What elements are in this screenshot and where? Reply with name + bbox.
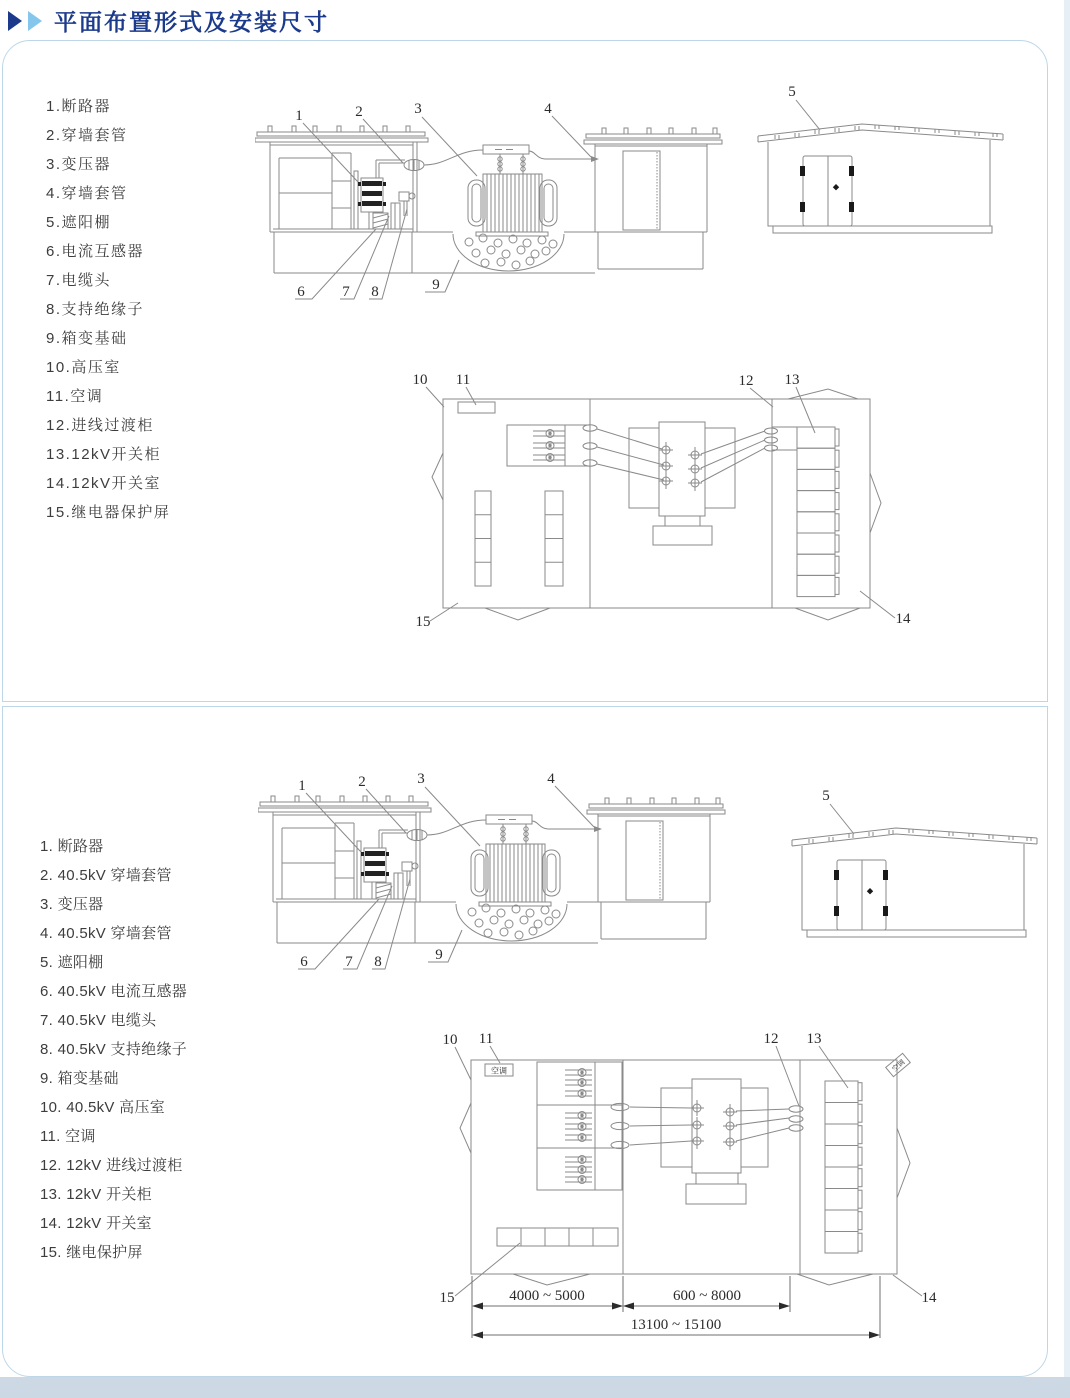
callout-label: 12 [738, 373, 754, 389]
legend-item: 11.空调 [46, 388, 104, 405]
dimension-label: 4000 ~ 5000 [509, 1288, 585, 1304]
legend-item: 4.穿墙套管 [46, 185, 128, 202]
legend-item: 14. 12kV 开关室 [40, 1215, 152, 1232]
door-marks [460, 1103, 910, 1285]
legend-item: 3. 变压器 [40, 896, 104, 913]
cable-runs [736, 1109, 789, 1141]
legend-item: 7. 40.5kV 电缆头 [40, 1012, 157, 1029]
transformer-plan [629, 422, 735, 545]
elevation-diagram-panel1 [255, 88, 735, 313]
callout-label: 14 [895, 611, 911, 627]
door-marks [432, 389, 881, 620]
air-conditioner-box [485, 1064, 513, 1076]
hv-bay-plan [507, 425, 590, 466]
legend-item: 2.穿墙套管 [46, 127, 128, 144]
callout-label: 12 [763, 1031, 779, 1047]
legend-item: 6. 40.5kV 电流互感器 [40, 983, 188, 1000]
legend-item: 5. 遮阳棚 [40, 954, 104, 971]
legend-item: 14.12kV开关室 [46, 475, 162, 492]
page-footer-band [0, 1377, 1070, 1398]
transition-cabinet-plan [772, 427, 797, 450]
legend-item: 15. 继电保护屏 [40, 1244, 143, 1261]
callout-label: 11 [478, 1031, 494, 1047]
legend-item: 12.进线过渡柜 [46, 417, 154, 434]
legend-item: 9. 箱变基础 [40, 1070, 119, 1087]
cable-runs [597, 429, 664, 480]
callout-label: 11 [455, 372, 471, 388]
title-arrow-light-icon [28, 11, 42, 31]
elevation-diagram-panel2 [258, 758, 738, 983]
callout-label: 15 [439, 1290, 455, 1306]
legend-item: 6.电流互感器 [46, 243, 145, 260]
callout-label: 13 [806, 1031, 822, 1047]
legend-item: 13.12kV开关柜 [46, 446, 162, 463]
air-conditioner-box-tilted [886, 1053, 911, 1076]
legend-item: 2. 40.5kV 穿墙套管 [40, 867, 172, 884]
legend-item: 7.电缆头 [46, 272, 112, 289]
callout-label: 10 [442, 1032, 458, 1048]
relay-screens-plan [475, 491, 563, 586]
shed-diagram-panel1 [740, 78, 1070, 260]
legend-item: 13. 12kV 开关柜 [40, 1186, 152, 1203]
legend-item: 3.变压器 [46, 156, 112, 173]
legend-item: 1.断路器 [46, 98, 112, 115]
legend-list-panel2 [40, 832, 187, 1267]
cable-runs [701, 431, 765, 482]
hv-bays-plan [537, 1062, 622, 1190]
dimension-label: 13100 ~ 15100 [630, 1317, 722, 1333]
callout-label: 14 [921, 1290, 937, 1306]
legend-item: 12. 12kV 进线过渡柜 [40, 1157, 183, 1174]
plan-view-diagram-panel2 [420, 1018, 980, 1363]
legend-item: 8.支持绝缘子 [46, 301, 145, 318]
legend-item: 4. 40.5kV 穿墙套管 [40, 925, 172, 942]
page-title: 平面布置形式及安装尺寸 [54, 9, 329, 35]
legend-item: 11. 空调 [40, 1128, 96, 1145]
legend-item: 10.高压室 [46, 359, 121, 376]
svg-text:空调: 空调 [890, 1058, 907, 1074]
callout-label: 13 [784, 372, 800, 388]
legend-item: 8. 40.5kV 支持绝缘子 [40, 1041, 188, 1058]
relay-screens-plan [497, 1228, 618, 1246]
dimension-lines [472, 1276, 880, 1339]
callout-label: 15 [415, 614, 431, 630]
page-right-band [1064, 0, 1070, 1398]
page-header [8, 4, 329, 37]
legend-item: 15.继电器保护屏 [46, 504, 171, 521]
shed-diagram-panel2 [774, 782, 1070, 964]
legend-list-panel1 [46, 92, 170, 527]
switchgear-column-plan [825, 1081, 862, 1253]
svg-text:空调: 空调 [491, 1066, 507, 1076]
legend-item: 5.遮阳棚 [46, 214, 112, 231]
title-arrow-dark-icon [8, 11, 22, 31]
air-conditioner-box [458, 402, 495, 413]
plan-view-diagram-panel1 [400, 353, 940, 638]
callout-label: 10 [412, 372, 428, 388]
legend-item: 1. 断路器 [40, 838, 104, 855]
switchgear-column-plan [797, 427, 839, 597]
legend-item: 10. 40.5kV 高压室 [40, 1099, 166, 1116]
dimension-label: 600 ~ 8000 [672, 1288, 742, 1304]
legend-item: 9.箱变基础 [46, 330, 128, 347]
